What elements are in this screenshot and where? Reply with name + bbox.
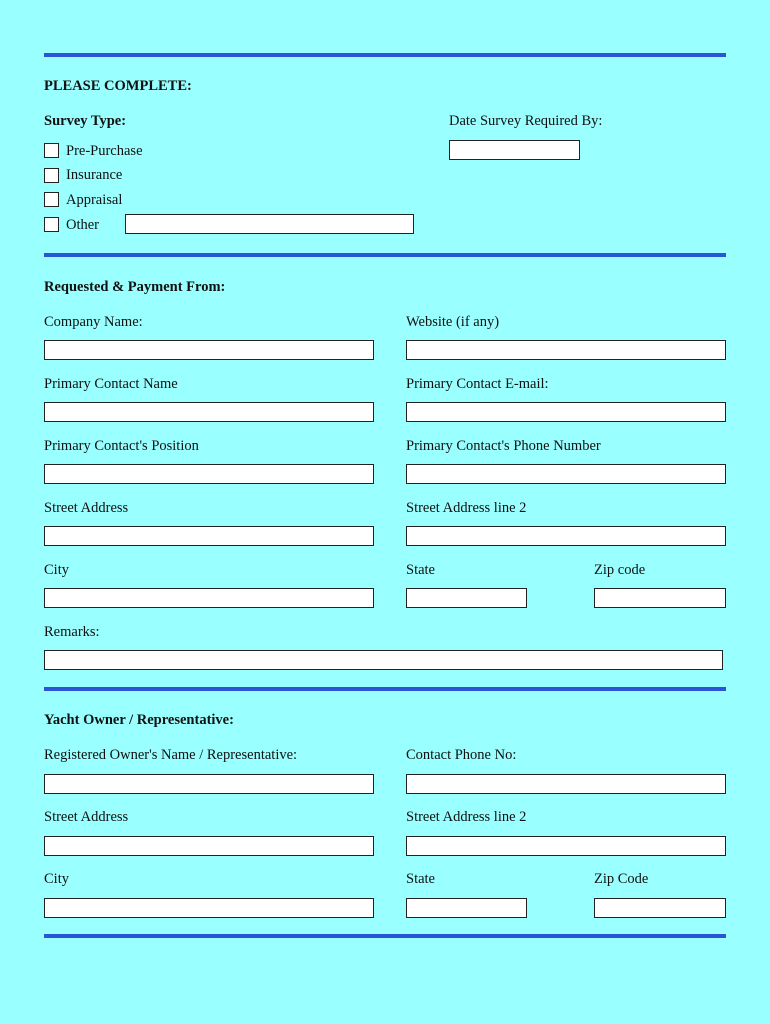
appraisal-checkbox[interactable]: [44, 192, 59, 207]
please-complete-heading: PLEASE COMPLETE:: [44, 78, 192, 94]
owner-street2-input[interactable]: [406, 836, 726, 856]
company-name-input[interactable]: [44, 340, 374, 360]
owner-street-label: Street Address: [44, 809, 129, 825]
date-required-input[interactable]: [449, 140, 580, 160]
contact-phone-label: Primary Contact's Phone Number: [406, 438, 601, 454]
state-input[interactable]: [406, 588, 527, 608]
state-label: State: [406, 562, 435, 578]
section-divider: [44, 253, 726, 257]
contact-name-input[interactable]: [44, 402, 374, 422]
pre-purchase-label: Pre-Purchase: [66, 143, 143, 159]
website-input[interactable]: [406, 340, 726, 360]
zip-input[interactable]: [594, 588, 726, 608]
yacht-owner-heading: Yacht Owner / Representative:: [44, 712, 234, 728]
other-checkbox[interactable]: [44, 217, 59, 232]
pre-purchase-checkbox[interactable]: [44, 143, 59, 158]
insurance-label: Insurance: [66, 167, 123, 183]
remarks-label: Remarks:: [44, 624, 100, 640]
street-address-label: Street Address: [44, 500, 129, 516]
other-specify-input[interactable]: [125, 214, 414, 234]
contact-phone-input[interactable]: [406, 464, 726, 484]
owner-city-label: City: [44, 871, 69, 887]
other-label: Other: [66, 217, 100, 233]
owner-street2-label: Street Address line 2: [406, 809, 527, 825]
owner-phone-input[interactable]: [406, 774, 726, 794]
owner-zip-input[interactable]: [594, 898, 726, 918]
owner-name-label: Registered Owner's Name / Representative:: [44, 747, 298, 763]
contact-position-label: Primary Contact's Position: [44, 438, 199, 454]
street-address2-input[interactable]: [406, 526, 726, 546]
city-input[interactable]: [44, 588, 374, 608]
owner-city-input[interactable]: [44, 898, 374, 918]
contact-email-label: Primary Contact E-mail:: [406, 376, 549, 392]
top-divider: [44, 53, 726, 57]
company-name-label: Company Name:: [44, 314, 143, 330]
survey-type-label: Survey Type:: [44, 113, 127, 129]
section-divider: [44, 687, 726, 691]
contact-email-input[interactable]: [406, 402, 726, 422]
owner-zip-label: Zip Code: [594, 871, 649, 887]
contact-position-input[interactable]: [44, 464, 374, 484]
owner-phone-label: Contact Phone No:: [406, 747, 517, 763]
owner-street-input[interactable]: [44, 836, 374, 856]
zip-label: Zip code: [594, 562, 646, 578]
contact-name-label: Primary Contact Name: [44, 376, 178, 392]
requested-payment-heading: Requested & Payment From:: [44, 279, 226, 295]
appraisal-label: Appraisal: [66, 192, 123, 208]
bottom-divider: [44, 934, 726, 938]
remarks-input[interactable]: [44, 650, 723, 670]
street-address-input[interactable]: [44, 526, 374, 546]
date-required-label: Date Survey Required By:: [449, 113, 603, 129]
insurance-checkbox[interactable]: [44, 168, 59, 183]
owner-state-label: State: [406, 871, 435, 887]
city-label: City: [44, 562, 69, 578]
owner-state-input[interactable]: [406, 898, 527, 918]
website-label: Website (if any): [406, 314, 500, 330]
street-address2-label: Street Address line 2: [406, 500, 527, 516]
owner-name-input[interactable]: [44, 774, 374, 794]
